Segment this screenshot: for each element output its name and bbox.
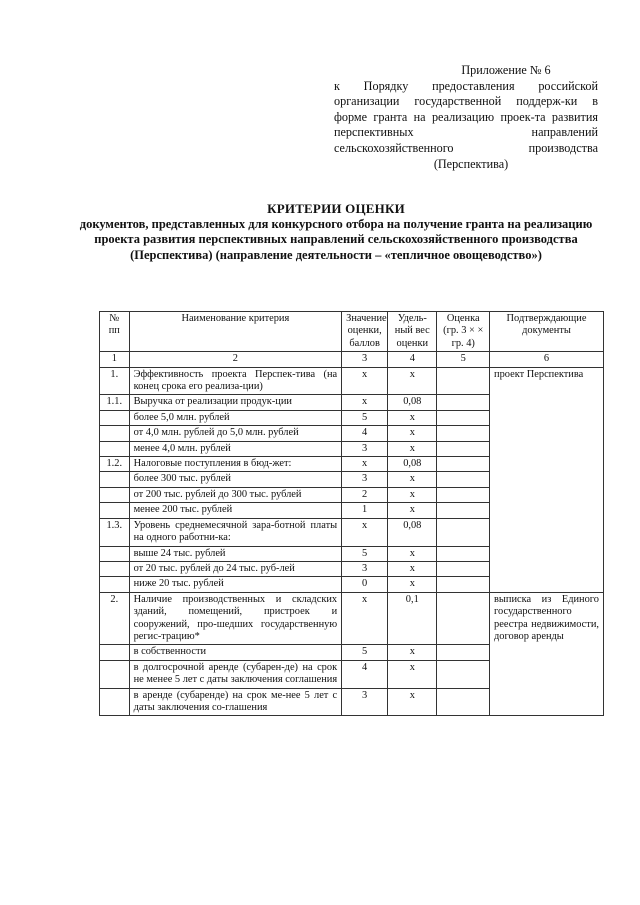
weight-value: х	[388, 561, 437, 576]
assessment-cell	[437, 660, 490, 688]
score-value: х	[342, 395, 388, 410]
row-number	[100, 561, 130, 576]
criterion-name: менее 200 тыс. рублей	[129, 503, 342, 518]
header-cell: Наименование критерия	[129, 312, 342, 352]
column-number: 5	[437, 352, 490, 367]
document-subtitle: документов, представленных для конкурсного отбора на получение гранта на реализацию проекта развития перспективных направлений сельскохозяйственного производства (Перспектива) (направление деятельности – «тепличное овощеводство»)	[79, 216, 593, 262]
weight-value: х	[388, 546, 437, 561]
score-value: 3	[342, 561, 388, 576]
weight-value: х	[388, 472, 437, 487]
criterion-name: Выручка от реализации продук-ции	[129, 395, 342, 410]
appendix-block	[334, 63, 598, 172]
header-cell: Оценка (гр. 3 × × гр. 4)	[437, 312, 490, 352]
weight-value: 0,1	[388, 592, 437, 645]
score-value: 2	[342, 487, 388, 502]
score-value: х	[342, 592, 388, 645]
score-value: 4	[342, 426, 388, 441]
assessment-cell	[437, 472, 490, 487]
score-value: 3	[342, 472, 388, 487]
row-number: 2.	[100, 592, 130, 645]
row-number: 1.3.	[100, 518, 130, 546]
score-value: 5	[342, 546, 388, 561]
row-number: 1.2.	[100, 457, 130, 472]
weight-value: х	[388, 426, 437, 441]
document-heading	[76, 201, 596, 263]
criterion-name: от 200 тыс. рублей до 300 тыс. рублей	[129, 487, 342, 502]
column-number: 1	[100, 352, 130, 367]
assessment-cell	[437, 546, 490, 561]
criterion-name: от 4,0 млн. рублей до 5,0 млн. рублей	[129, 426, 342, 441]
criterion-name: в долгосрочной аренде (субарен-де) на срок не менее 5 лет с даты заключения соглашения	[129, 660, 342, 688]
row-number	[100, 577, 130, 592]
supporting-documents: проект Перспектива	[490, 367, 604, 592]
assessment-cell	[437, 395, 490, 410]
criterion-name: ниже 20 тыс. рублей	[129, 577, 342, 592]
assessment-cell	[437, 487, 490, 502]
assessment-cell	[437, 457, 490, 472]
weight-value: 0,08	[388, 518, 437, 546]
assessment-cell	[437, 410, 490, 425]
score-value: 3	[342, 441, 388, 456]
row-number	[100, 441, 130, 456]
weight-value: х	[388, 410, 437, 425]
criterion-name: более 5,0 млн. рублей	[129, 410, 342, 425]
score-value: х	[342, 518, 388, 546]
assessment-cell	[437, 577, 490, 592]
assessment-cell	[437, 688, 490, 716]
header-cell: Подтверждающие документы	[490, 312, 604, 352]
appendix-title: Приложение № 6	[461, 63, 551, 77]
score-value: 5	[342, 410, 388, 425]
score-value: 0	[342, 577, 388, 592]
weight-value: 0,08	[388, 457, 437, 472]
criterion-name: менее 4,0 млн. рублей	[129, 441, 342, 456]
criterion-name: более 300 тыс. рублей	[129, 472, 342, 487]
weight-value: х	[388, 660, 437, 688]
assessment-cell	[437, 441, 490, 456]
weight-value: х	[388, 367, 437, 395]
header-cell: Значение оценки, баллов	[342, 312, 388, 352]
criterion-name: в собственности	[129, 645, 342, 660]
assessment-cell	[437, 561, 490, 576]
weight-value: х	[388, 441, 437, 456]
weight-value: х	[388, 645, 437, 660]
weight-value: х	[388, 577, 437, 592]
criterion-name: выше 24 тыс. рублей	[129, 546, 342, 561]
assessment-cell	[437, 503, 490, 518]
score-value: 4	[342, 660, 388, 688]
header-cell: № пп	[100, 312, 130, 352]
criteria-table	[99, 311, 604, 716]
row-number: 1.1.	[100, 395, 130, 410]
score-value: х	[342, 367, 388, 395]
criterion-name: Налоговые поступления в бюд-жет:	[129, 457, 342, 472]
appendix-body: к Порядку предоставления российской организации государственной поддерж-ки в форме гранта на реализацию проек-та развития перспективных направлений сельскохозяйственного производства	[334, 78, 598, 155]
criterion-name: Уровень среднемесячной зара-ботной платы на одного работни-ка:	[129, 518, 342, 546]
row-number	[100, 660, 130, 688]
column-number: 6	[490, 352, 604, 367]
table-row	[100, 367, 604, 395]
assessment-cell	[437, 645, 490, 660]
assessment-cell	[437, 426, 490, 441]
weight-value: х	[388, 503, 437, 518]
header-cell: Удель-ный вес оценки	[388, 312, 437, 352]
row-number	[100, 546, 130, 561]
row-number	[100, 426, 130, 441]
score-value: 3	[342, 688, 388, 716]
row-number	[100, 503, 130, 518]
assessment-cell	[437, 592, 490, 645]
appendix-last-line: (Перспектива)	[433, 156, 509, 171]
row-number	[100, 645, 130, 660]
row-number	[100, 410, 130, 425]
score-value: х	[342, 457, 388, 472]
table-header-row	[100, 312, 604, 352]
column-number: 3	[342, 352, 388, 367]
weight-value: х	[388, 487, 437, 502]
row-number	[100, 487, 130, 502]
column-number-row	[100, 352, 604, 367]
criterion-name: в аренде (субаренде) на срок ме-нее 5 лет с даты заключения со-глашения	[129, 688, 342, 716]
criterion-name: от 20 тыс. рублей до 24 тыс. руб-лей	[129, 561, 342, 576]
weight-value: 0,08	[388, 395, 437, 410]
row-number: 1.	[100, 367, 130, 395]
score-value: 5	[342, 645, 388, 660]
criterion-name: Наличие производственных и складских зданий, помещений, пристроек и сооружений, про-шедших государственную регис-трацию*	[129, 592, 342, 645]
assessment-cell	[437, 367, 490, 395]
criterion-name: Эффективность проекта Перспек-тива (на конец срока его реализа-ции)	[129, 367, 342, 395]
table-row	[100, 592, 604, 645]
document-title: КРИТЕРИИ ОЦЕНКИ	[267, 201, 405, 216]
assessment-cell	[437, 518, 490, 546]
column-number: 2	[129, 352, 342, 367]
score-value: 1	[342, 503, 388, 518]
weight-value: х	[388, 688, 437, 716]
supporting-documents: выписка из Единого государственного реестра недвижимости, договор аренды	[490, 592, 604, 716]
column-number: 4	[388, 352, 437, 367]
row-number	[100, 472, 130, 487]
row-number	[100, 688, 130, 716]
